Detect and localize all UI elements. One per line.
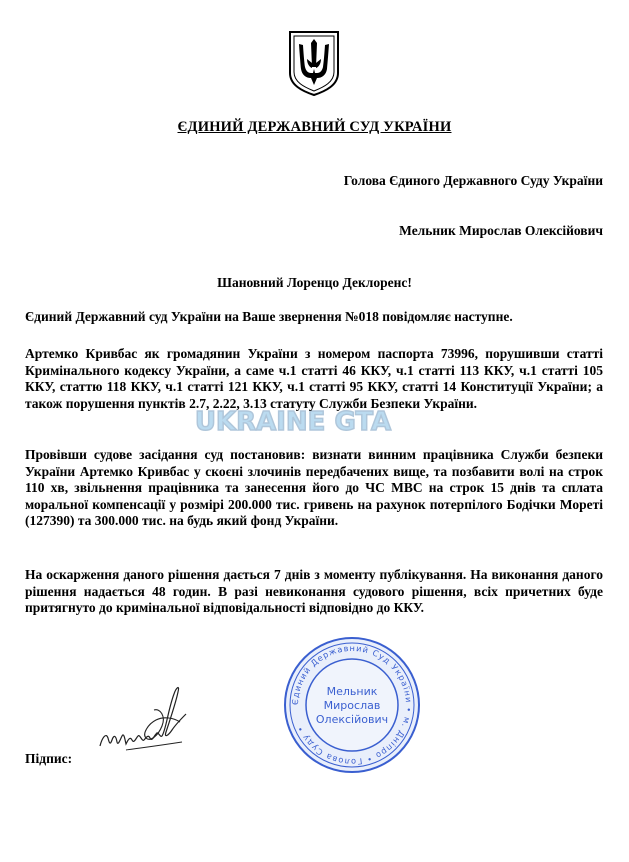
stamp-line-1: Мельник bbox=[326, 685, 378, 698]
signature-label: Підпис: bbox=[25, 751, 73, 766]
handwritten-signature-icon bbox=[96, 680, 192, 756]
paragraph-appeal: На оскарження даного рішення дається 7 днів з моменту публікування. На виконання даного рішення надається 48 годин. В разі невиконання судового рішення, всіх причетних буде притягнуто до кримінальної відповідальності відповідно до ККУ. bbox=[25, 567, 603, 615]
stamp-line-2: Мирослав bbox=[323, 699, 381, 712]
court-stamp bbox=[282, 635, 422, 775]
watermark-text: UKRAINE GTA bbox=[194, 407, 392, 437]
head-position: Голова Єдиного Державного Суду України bbox=[343, 173, 603, 188]
paragraph-intro: Єдиний Державний суд України на Ваше звернення №018 повідомляє наступне. bbox=[25, 309, 513, 324]
stamp-ring-text: Єдиний Державний Суд України • м. Дніпро • Голова Суду • bbox=[289, 642, 415, 768]
head-name: Мельник Мирослав Олексійович bbox=[399, 223, 603, 238]
greeting: Шановний Лоренцо Деклоренс! bbox=[217, 275, 412, 290]
paragraph-verdict: Провівши судове засідання суд постановив: визнати винним працівника Служби безпеки України Артемко Кривбас у скоєні злочинів передбачених вище, та позбавити волі на строк 110 хв, звільнення працівника та занесення його до ЧС МВС на строк 15 днів та сплата моральної компенсації у розмірі 200.000 тис. гривень на рахунок потерпілого Бодічки Мореті (127390) та 300.000 тис. на будь який фонд України. bbox=[25, 447, 603, 528]
paragraph-violations: Артемко Кривбас як громадянин України з номером паспорта 73996, порушивши статті Кримінального кодексу України, а саме ч.1 статті 46 ККУ, ч.1 статті 113 ККУ, ч.1 статті 105 ККУ, статтю 118 ККУ, ч.1 статті 121 ККУ, ч.1 статті 95 ККУ, статті 14 Конституції України; а також порушення пунктів 2.7, 2.22, 3.13 статуту Служби Безпеки України. bbox=[25, 346, 603, 411]
court-title: ЄДИНИЙ ДЕРЖАВНИЙ СУД УКРАЇНИ bbox=[177, 119, 452, 135]
stamp-line-3: Олексійович bbox=[315, 713, 389, 726]
tryzub-emblem-icon bbox=[286, 29, 342, 97]
